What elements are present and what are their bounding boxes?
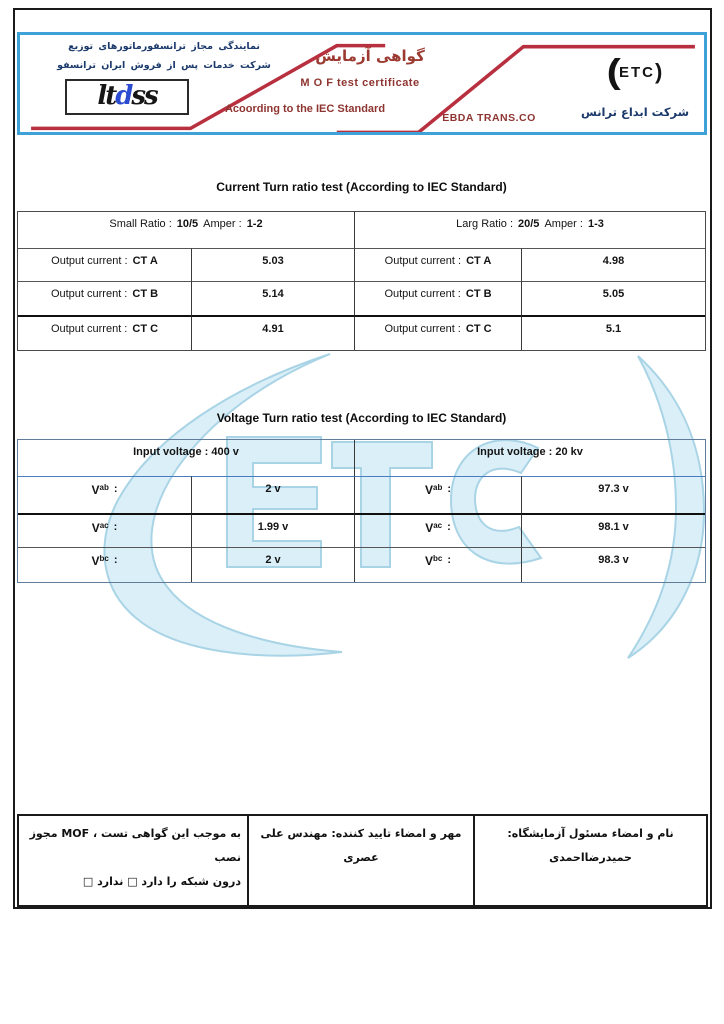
etc-logo-text: ETC	[619, 64, 655, 81]
lab-head-signature-cell: نام و امضاء مسئول آزمایشگاه: حمیدرضااحمدی	[473, 816, 706, 905]
row-label-ct-c-left: Output current : CT C	[18, 315, 191, 350]
value-ct-b-left: 5.14	[191, 281, 354, 315]
value-ct-a-left: 5.03	[191, 248, 354, 281]
larg-ratio-header: Larg Ratio : 20/5 Amper : 1-3	[354, 212, 705, 248]
row-label-ct-a-left: Output current : CT A	[18, 248, 191, 281]
itdss-logo-ss: ss	[131, 81, 157, 111]
small-ratio-header: Small Ratio : 10/5 Amper : 1-2	[109, 218, 263, 230]
itdss-logo-d: d	[115, 81, 132, 111]
vbc-label-right: V $^{bc}$ :	[354, 547, 521, 582]
vab-label-right: V $^{ab}$ :	[354, 476, 521, 513]
permit-line2: درون شبکه را دارد □ ندارد □	[82, 875, 241, 889]
row-label-ct-b-right: Output current : CT B	[354, 281, 521, 315]
etc-paren-icon: )	[655, 59, 663, 84]
etc-logo	[572, 53, 698, 92]
input-voltage-hv-header: Input voltage : 20 kv	[354, 440, 705, 476]
certificate-title-en: M O F test certificate	[300, 77, 420, 89]
row-label-ct-b-left: Output current : CT B	[18, 281, 191, 315]
vab-value-hv: 97.3 v	[521, 476, 705, 513]
value-ct-b-right: 5.05	[521, 281, 705, 315]
agency-line2: شرکت خدمات پس از فروش ایران ترانسفو	[57, 59, 271, 71]
vbc-value-hv: 98.3 v	[521, 547, 705, 582]
value-ct-c-right: 5.1	[521, 315, 705, 350]
current-test-title: Current Turn ratio test (According to IEC Standard)	[216, 180, 507, 194]
value-ct-a-right: 4.98	[521, 248, 705, 281]
vac-value-lv: 1.99 v	[191, 513, 354, 547]
vab-label-left: V $^{ab}$ :	[18, 476, 191, 513]
voltage-test-title: Voltage Turn ratio test (According to IEC Standard)	[216, 411, 507, 425]
row-label-ct-a-right: Output current : CT A	[354, 248, 521, 281]
iec-standard-line: Acoording to the IEC Standard	[224, 103, 386, 115]
input-voltage-lv-header: Input voltage : 400 v	[133, 446, 239, 458]
value-ct-c-left: 4.91	[191, 315, 354, 350]
approver-signature-cell: مهر و امضاء تایید کننده: مهندس علی عصری	[247, 816, 473, 905]
etc-crescent-icon: (	[606, 53, 621, 91]
itdss-logo	[65, 79, 189, 115]
vab-value-lv: 2 v	[191, 476, 354, 513]
vbc-label-left: V $^{bc}$ :	[18, 547, 191, 582]
agency-line1: نمایندگی مجاز ترانسفورماتورهای توزیع	[68, 41, 260, 52]
permit-line1: به موجب این گواهی تست ، MOF مجوز نصب	[29, 827, 241, 865]
certificate-title-fa: گواهی آزمایش	[315, 47, 425, 65]
network-permit-cell	[19, 816, 247, 905]
certificate-header	[17, 32, 707, 135]
company-name-en: EBDA TRANS.CO	[442, 112, 536, 124]
vac-label-left: V $^{ac}$ :	[18, 513, 191, 547]
vac-value-hv: 98.1 v	[521, 513, 705, 547]
company-name-fa: شرکت ابداع ترانس	[580, 105, 690, 119]
signature-table	[17, 814, 708, 907]
vac-label-right: V $^{ac}$ :	[354, 513, 521, 547]
row-label-ct-c-right: Output current : CT C	[354, 315, 521, 350]
itdss-logo-lt: lt	[97, 81, 116, 111]
vbc-value-lv: 2 v	[191, 547, 354, 582]
voltage-test-table	[17, 439, 706, 583]
current-test-table	[17, 211, 706, 351]
